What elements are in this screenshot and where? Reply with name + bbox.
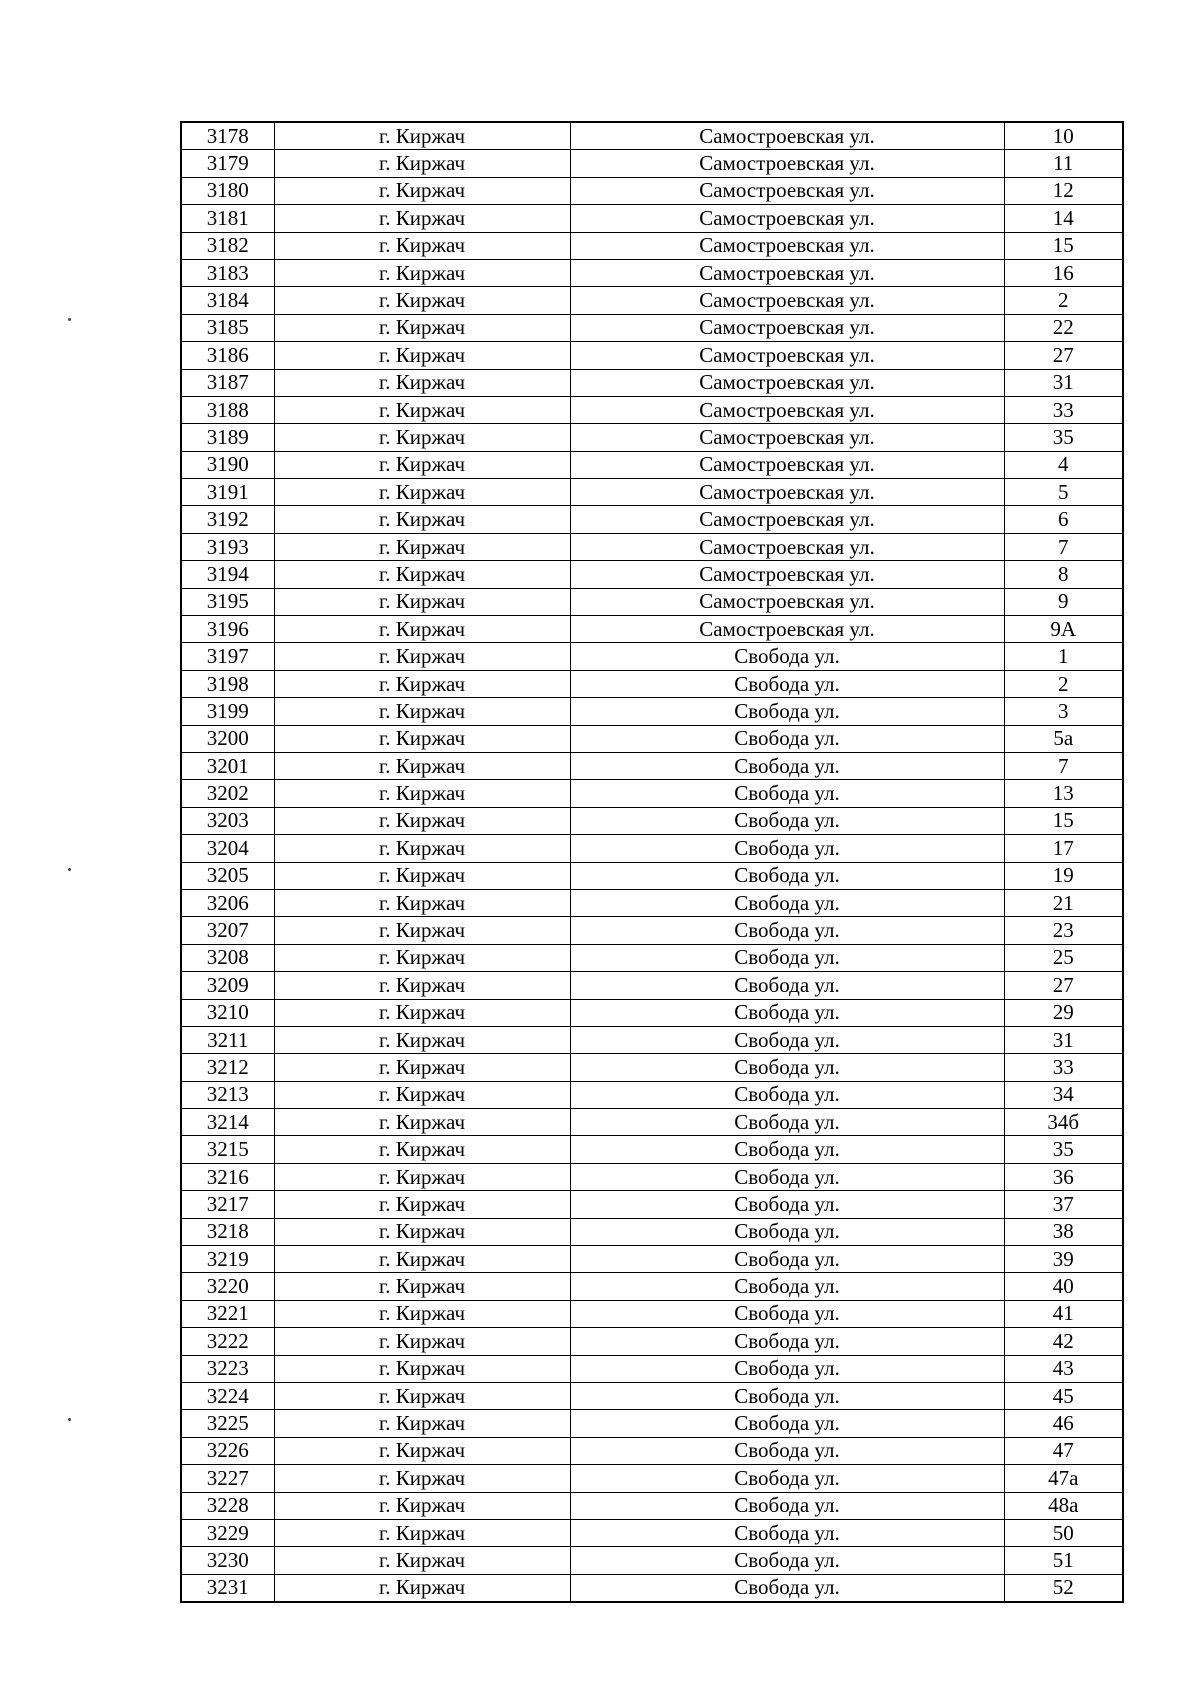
street-cell: Свобода ул.	[570, 917, 1004, 944]
house-number-cell: 37	[1004, 1191, 1123, 1218]
row-number-cell: 3223	[181, 1355, 274, 1382]
house-number-cell: 4	[1004, 451, 1123, 478]
street-cell: Свобода ул.	[570, 1519, 1004, 1546]
house-number-cell: 43	[1004, 1355, 1123, 1382]
city-cell: г. Киржач	[274, 698, 570, 725]
house-number-cell: 16	[1004, 259, 1123, 286]
row-number-cell: 3224	[181, 1382, 274, 1409]
row-number-cell: 3201	[181, 752, 274, 779]
row-number-cell: 3230	[181, 1547, 274, 1574]
street-cell: Свобода ул.	[570, 1081, 1004, 1108]
street-cell: Самостроевская ул.	[570, 396, 1004, 423]
street-cell: Свобода ул.	[570, 889, 1004, 916]
street-cell: Свобода ул.	[570, 1410, 1004, 1437]
table-row	[181, 944, 1123, 971]
row-number-cell: 3215	[181, 1136, 274, 1163]
row-number-cell: 3178	[181, 122, 274, 150]
row-number-cell: 3226	[181, 1437, 274, 1464]
row-number-cell: 3196	[181, 616, 274, 643]
house-number-cell: 7	[1004, 533, 1123, 560]
house-number-cell: 19	[1004, 862, 1123, 889]
street-cell: Свобода ул.	[570, 1355, 1004, 1382]
city-cell: г. Киржач	[274, 1246, 570, 1273]
house-number-cell: 35	[1004, 424, 1123, 451]
street-cell: Самостроевская ул.	[570, 205, 1004, 232]
table-row	[181, 396, 1123, 423]
city-cell: г. Киржач	[274, 1273, 570, 1300]
row-number-cell: 3204	[181, 835, 274, 862]
city-cell: г. Киржач	[274, 1355, 570, 1382]
house-number-cell: 21	[1004, 889, 1123, 916]
house-number-cell: 27	[1004, 972, 1123, 999]
table-row	[181, 561, 1123, 588]
table-row	[181, 287, 1123, 314]
row-number-cell: 3231	[181, 1574, 274, 1602]
street-cell: Свобода ул.	[570, 1465, 1004, 1492]
table-row	[181, 752, 1123, 779]
row-number-cell: 3188	[181, 396, 274, 423]
table-row	[181, 889, 1123, 916]
row-number-cell: 3179	[181, 150, 274, 177]
row-number-cell: 3218	[181, 1218, 274, 1245]
street-cell: Свобода ул.	[570, 1026, 1004, 1053]
house-number-cell: 31	[1004, 369, 1123, 396]
table-row	[181, 451, 1123, 478]
row-number-cell: 3208	[181, 944, 274, 971]
city-cell: г. Киржач	[274, 122, 570, 150]
house-number-cell: 33	[1004, 1054, 1123, 1081]
row-number-cell: 3222	[181, 1328, 274, 1355]
city-cell: г. Киржач	[274, 1328, 570, 1355]
street-cell: Самостроевская ул.	[570, 259, 1004, 286]
house-number-cell: 36	[1004, 1163, 1123, 1190]
table-row	[181, 588, 1123, 615]
table-row	[181, 314, 1123, 341]
table-row	[181, 259, 1123, 286]
table-row	[181, 643, 1123, 670]
street-cell: Свобода ул.	[570, 1191, 1004, 1218]
house-number-cell: 7	[1004, 752, 1123, 779]
street-cell: Самостроевская ул.	[570, 588, 1004, 615]
table-row	[181, 972, 1123, 999]
street-cell: Свобода ул.	[570, 1054, 1004, 1081]
city-cell: г. Киржач	[274, 479, 570, 506]
row-number-cell: 3220	[181, 1273, 274, 1300]
house-number-cell: 3	[1004, 698, 1123, 725]
row-number-cell: 3182	[181, 232, 274, 259]
row-number-cell: 3202	[181, 780, 274, 807]
table-row	[181, 122, 1123, 150]
city-cell: г. Киржач	[274, 889, 570, 916]
house-number-cell: 22	[1004, 314, 1123, 341]
city-cell: г. Киржач	[274, 1054, 570, 1081]
scan-speck	[68, 868, 71, 871]
row-number-cell: 3183	[181, 259, 274, 286]
street-cell: Свобода ул.	[570, 1300, 1004, 1327]
table-row	[181, 1465, 1123, 1492]
street-cell: Самостроевская ул.	[570, 150, 1004, 177]
house-number-cell: 38	[1004, 1218, 1123, 1245]
row-number-cell: 3180	[181, 177, 274, 204]
scan-speck	[68, 1418, 71, 1421]
street-cell: Свобода ул.	[570, 1382, 1004, 1409]
street-cell: Самостроевская ул.	[570, 561, 1004, 588]
street-cell: Свобода ул.	[570, 972, 1004, 999]
row-number-cell: 3200	[181, 725, 274, 752]
street-cell: Самостроевская ул.	[570, 287, 1004, 314]
house-number-cell: 40	[1004, 1273, 1123, 1300]
table-row	[181, 1519, 1123, 1546]
row-number-cell: 3206	[181, 889, 274, 916]
city-cell: г. Киржач	[274, 1136, 570, 1163]
row-number-cell: 3190	[181, 451, 274, 478]
house-number-cell: 52	[1004, 1574, 1123, 1602]
street-cell: Самостроевская ул.	[570, 314, 1004, 341]
table-row	[181, 1191, 1123, 1218]
row-number-cell: 3228	[181, 1492, 274, 1519]
city-cell: г. Киржач	[274, 369, 570, 396]
row-number-cell: 3197	[181, 643, 274, 670]
row-number-cell: 3187	[181, 369, 274, 396]
row-number-cell: 3214	[181, 1109, 274, 1136]
city-cell: г. Киржач	[274, 1081, 570, 1108]
street-cell: Свобода ул.	[570, 1574, 1004, 1602]
street-cell: Свобода ул.	[570, 1163, 1004, 1190]
house-number-cell: 8	[1004, 561, 1123, 588]
street-cell: Свобода ул.	[570, 752, 1004, 779]
street-cell: Свобода ул.	[570, 1109, 1004, 1136]
house-number-cell: 2	[1004, 670, 1123, 697]
street-cell: Самостроевская ул.	[570, 451, 1004, 478]
city-cell: г. Киржач	[274, 616, 570, 643]
house-number-cell: 31	[1004, 1026, 1123, 1053]
table-row	[181, 150, 1123, 177]
table-row	[181, 1410, 1123, 1437]
city-cell: г. Киржач	[274, 944, 570, 971]
city-cell: г. Киржач	[274, 862, 570, 889]
row-number-cell: 3198	[181, 670, 274, 697]
street-cell: Свобода ул.	[570, 1136, 1004, 1163]
city-cell: г. Киржач	[274, 1300, 570, 1327]
city-cell: г. Киржач	[274, 561, 570, 588]
house-number-cell: 39	[1004, 1246, 1123, 1273]
table-row	[181, 506, 1123, 533]
house-number-cell: 13	[1004, 780, 1123, 807]
street-cell: Свобода ул.	[570, 807, 1004, 834]
house-number-cell: 10	[1004, 122, 1123, 150]
house-number-cell: 51	[1004, 1547, 1123, 1574]
city-cell: г. Киржач	[274, 205, 570, 232]
city-cell: г. Киржач	[274, 807, 570, 834]
city-cell: г. Киржач	[274, 287, 570, 314]
row-number-cell: 3209	[181, 972, 274, 999]
house-number-cell: 6	[1004, 506, 1123, 533]
house-number-cell: 14	[1004, 205, 1123, 232]
table-row	[181, 533, 1123, 560]
city-cell: г. Киржач	[274, 725, 570, 752]
city-cell: г. Киржач	[274, 396, 570, 423]
city-cell: г. Киржач	[274, 342, 570, 369]
table-row	[181, 205, 1123, 232]
house-number-cell: 42	[1004, 1328, 1123, 1355]
row-number-cell: 3221	[181, 1300, 274, 1327]
street-cell: Свобода ул.	[570, 999, 1004, 1026]
house-number-cell: 17	[1004, 835, 1123, 862]
row-number-cell: 3195	[181, 588, 274, 615]
house-number-cell: 29	[1004, 999, 1123, 1026]
street-cell: Свобода ул.	[570, 1328, 1004, 1355]
house-number-cell: 35	[1004, 1136, 1123, 1163]
house-number-cell: 45	[1004, 1382, 1123, 1409]
city-cell: г. Киржач	[274, 917, 570, 944]
city-cell: г. Киржач	[274, 259, 570, 286]
street-cell: Свобода ул.	[570, 1492, 1004, 1519]
street-cell: Свобода ул.	[570, 670, 1004, 697]
table-row	[181, 917, 1123, 944]
city-cell: г. Киржач	[274, 780, 570, 807]
house-number-cell: 9А	[1004, 616, 1123, 643]
row-number-cell: 3194	[181, 561, 274, 588]
house-number-cell: 25	[1004, 944, 1123, 971]
house-number-cell: 48а	[1004, 1492, 1123, 1519]
row-number-cell: 3212	[181, 1054, 274, 1081]
scan-speck	[68, 318, 71, 321]
street-cell: Свобода ул.	[570, 1218, 1004, 1245]
table-row	[181, 862, 1123, 889]
city-cell: г. Киржач	[274, 1218, 570, 1245]
city-cell: г. Киржач	[274, 451, 570, 478]
table-row	[181, 807, 1123, 834]
street-cell: Самостроевская ул.	[570, 122, 1004, 150]
city-cell: г. Киржач	[274, 1465, 570, 1492]
house-number-cell: 2	[1004, 287, 1123, 314]
city-cell: г. Киржач	[274, 999, 570, 1026]
row-number-cell: 3192	[181, 506, 274, 533]
row-number-cell: 3210	[181, 999, 274, 1026]
city-cell: г. Киржач	[274, 1410, 570, 1437]
city-cell: г. Киржач	[274, 1026, 570, 1053]
house-number-cell: 15	[1004, 807, 1123, 834]
street-cell: Самостроевская ул.	[570, 177, 1004, 204]
house-number-cell: 46	[1004, 1410, 1123, 1437]
row-number-cell: 3229	[181, 1519, 274, 1546]
city-cell: г. Киржач	[274, 670, 570, 697]
city-cell: г. Киржач	[274, 972, 570, 999]
house-number-cell: 34	[1004, 1081, 1123, 1108]
row-number-cell: 3185	[181, 314, 274, 341]
table-row	[181, 1081, 1123, 1108]
street-cell: Самостроевская ул.	[570, 424, 1004, 451]
city-cell: г. Киржач	[274, 314, 570, 341]
city-cell: г. Киржач	[274, 424, 570, 451]
table-row	[181, 342, 1123, 369]
row-number-cell: 3207	[181, 917, 274, 944]
table-row	[181, 1246, 1123, 1273]
city-cell: г. Киржач	[274, 1547, 570, 1574]
city-cell: г. Киржач	[274, 150, 570, 177]
city-cell: г. Киржач	[274, 1574, 570, 1602]
city-cell: г. Киржач	[274, 1437, 570, 1464]
city-cell: г. Киржач	[274, 177, 570, 204]
table-row	[181, 780, 1123, 807]
house-number-cell: 47а	[1004, 1465, 1123, 1492]
table-row	[181, 835, 1123, 862]
city-cell: г. Киржач	[274, 1519, 570, 1546]
row-number-cell: 3217	[181, 1191, 274, 1218]
city-cell: г. Киржач	[274, 232, 570, 259]
house-number-cell: 5а	[1004, 725, 1123, 752]
table-row	[181, 1109, 1123, 1136]
city-cell: г. Киржач	[274, 1163, 570, 1190]
street-cell: Свобода ул.	[570, 725, 1004, 752]
house-number-cell: 1	[1004, 643, 1123, 670]
table-row	[181, 999, 1123, 1026]
city-cell: г. Киржач	[274, 752, 570, 779]
city-cell: г. Киржач	[274, 1191, 570, 1218]
house-number-cell: 34б	[1004, 1109, 1123, 1136]
city-cell: г. Киржач	[274, 1382, 570, 1409]
city-cell: г. Киржач	[274, 1109, 570, 1136]
table-row	[181, 616, 1123, 643]
table-row	[181, 1300, 1123, 1327]
city-cell: г. Киржач	[274, 1492, 570, 1519]
street-cell: Самостроевская ул.	[570, 479, 1004, 506]
street-cell: Свобода ул.	[570, 1547, 1004, 1574]
city-cell: г. Киржач	[274, 835, 570, 862]
row-number-cell: 3184	[181, 287, 274, 314]
row-number-cell: 3219	[181, 1246, 274, 1273]
street-cell: Свобода ул.	[570, 1437, 1004, 1464]
table-row	[181, 177, 1123, 204]
street-cell: Свобода ул.	[570, 835, 1004, 862]
city-cell: г. Киржач	[274, 588, 570, 615]
city-cell: г. Киржач	[274, 506, 570, 533]
street-cell: Свобода ул.	[570, 862, 1004, 889]
house-number-cell: 47	[1004, 1437, 1123, 1464]
row-number-cell: 3203	[181, 807, 274, 834]
table-row	[181, 1547, 1123, 1574]
table-row	[181, 369, 1123, 396]
street-cell: Самостроевская ул.	[570, 616, 1004, 643]
street-cell: Свобода ул.	[570, 944, 1004, 971]
city-cell: г. Киржач	[274, 643, 570, 670]
house-number-cell: 41	[1004, 1300, 1123, 1327]
row-number-cell: 3189	[181, 424, 274, 451]
row-number-cell: 3186	[181, 342, 274, 369]
row-number-cell: 3225	[181, 1410, 274, 1437]
row-number-cell: 3191	[181, 479, 274, 506]
street-cell: Свобода ул.	[570, 780, 1004, 807]
house-number-cell: 50	[1004, 1519, 1123, 1546]
row-number-cell: 3227	[181, 1465, 274, 1492]
row-number-cell: 3213	[181, 1081, 274, 1108]
street-cell: Самостроевская ул.	[570, 369, 1004, 396]
table-row	[181, 725, 1123, 752]
street-cell: Свобода ул.	[570, 643, 1004, 670]
row-number-cell: 3205	[181, 862, 274, 889]
table-row	[181, 1574, 1123, 1602]
street-cell: Свобода ул.	[570, 1273, 1004, 1300]
house-number-cell: 5	[1004, 479, 1123, 506]
row-number-cell: 3181	[181, 205, 274, 232]
table-row	[181, 1136, 1123, 1163]
row-number-cell: 3199	[181, 698, 274, 725]
house-number-cell: 12	[1004, 177, 1123, 204]
table-row	[181, 1026, 1123, 1053]
street-cell: Самостроевская ул.	[570, 533, 1004, 560]
row-number-cell: 3193	[181, 533, 274, 560]
street-cell: Самостроевская ул.	[570, 506, 1004, 533]
address-table	[180, 121, 1124, 1603]
table-row	[181, 1054, 1123, 1081]
table-row	[181, 1273, 1123, 1300]
table-row	[181, 232, 1123, 259]
house-number-cell: 23	[1004, 917, 1123, 944]
street-cell: Самостроевская ул.	[570, 342, 1004, 369]
house-number-cell: 15	[1004, 232, 1123, 259]
street-cell: Свобода ул.	[570, 698, 1004, 725]
house-number-cell: 9	[1004, 588, 1123, 615]
table-row	[181, 424, 1123, 451]
row-number-cell: 3216	[181, 1163, 274, 1190]
row-number-cell: 3211	[181, 1026, 274, 1053]
street-cell: Свобода ул.	[570, 1246, 1004, 1273]
table-row	[181, 1437, 1123, 1464]
table-row	[181, 1492, 1123, 1519]
table-row	[181, 1382, 1123, 1409]
house-number-cell: 33	[1004, 396, 1123, 423]
table-row	[181, 479, 1123, 506]
house-number-cell: 27	[1004, 342, 1123, 369]
street-cell: Самостроевская ул.	[570, 232, 1004, 259]
table-row	[181, 670, 1123, 697]
table-row	[181, 1328, 1123, 1355]
table-row	[181, 1218, 1123, 1245]
house-number-cell: 11	[1004, 150, 1123, 177]
table-row	[181, 698, 1123, 725]
city-cell: г. Киржач	[274, 533, 570, 560]
address-table-body	[181, 122, 1123, 1602]
table-row	[181, 1355, 1123, 1382]
table-row	[181, 1163, 1123, 1190]
